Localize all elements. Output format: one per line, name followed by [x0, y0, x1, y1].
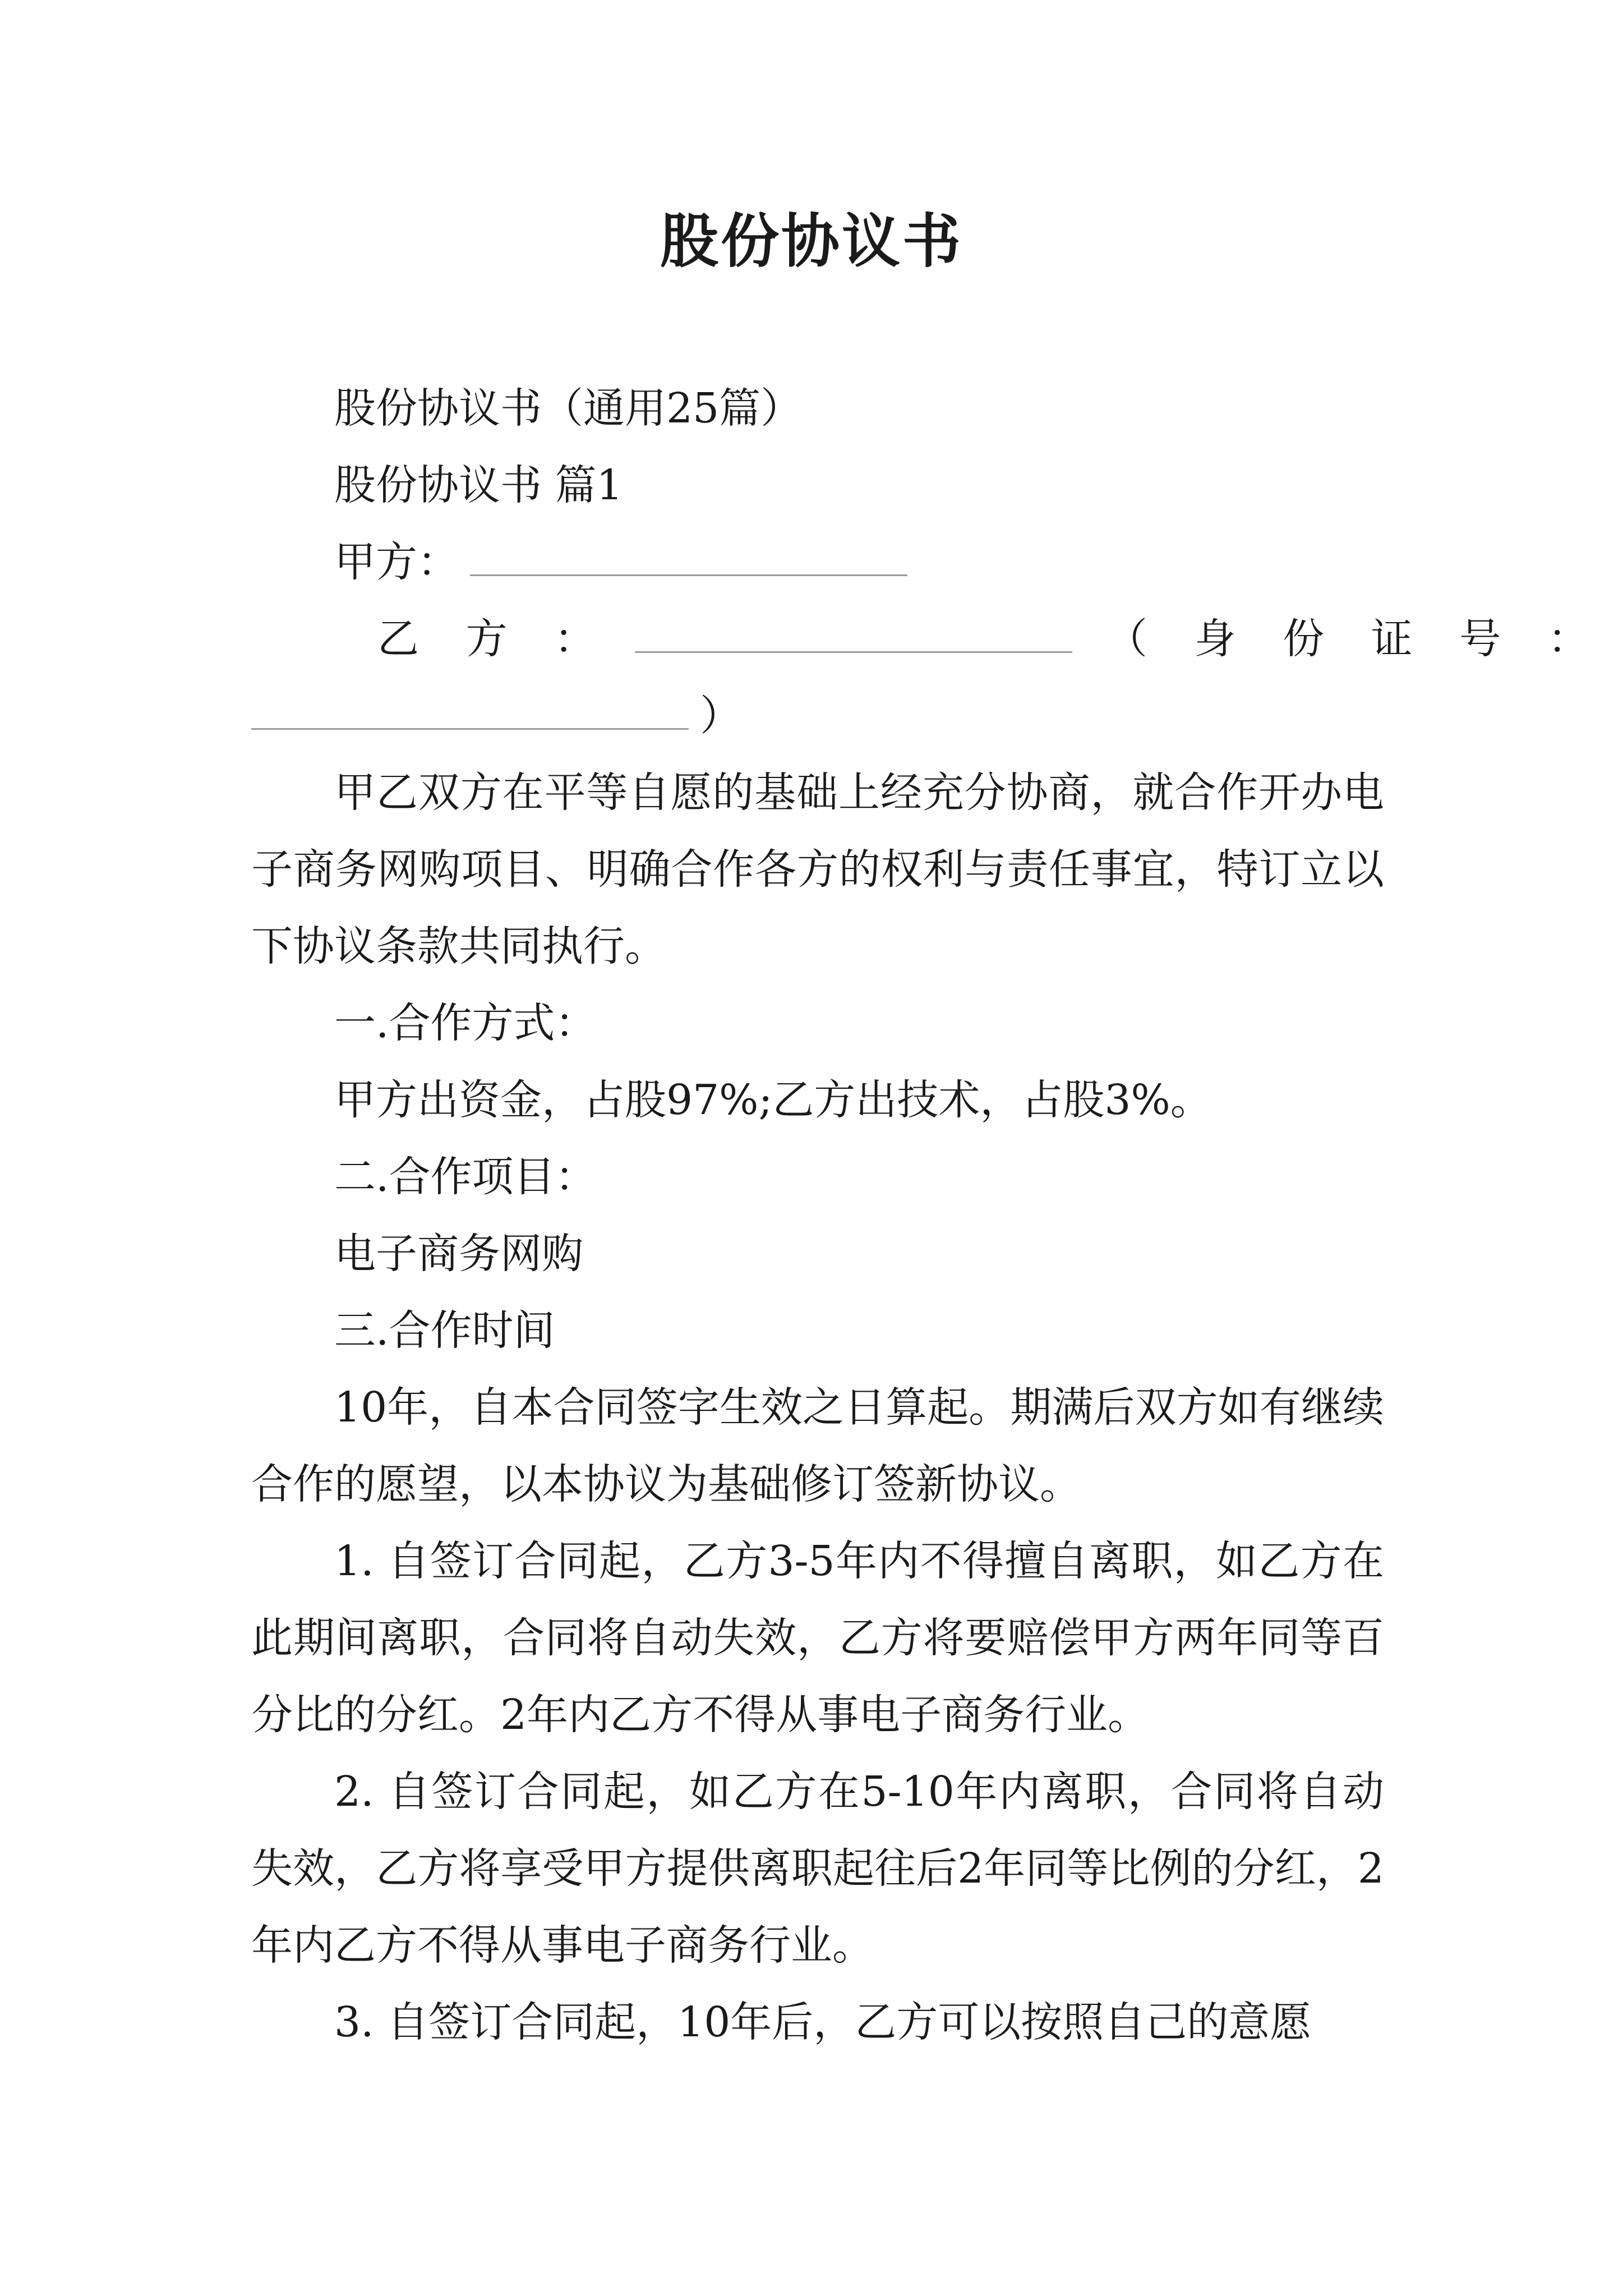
- item-1: 1. 自签订合同起，乙方3-5年内不得擅自离职，如乙方在此期间离职，合同将自动失效，乙方将要赔偿甲方两年同等百分比的分红。2年内乙方不得从事电子商务行业。: [251, 1537, 1384, 1739]
- clause2-heading: 二.合作项目：: [334, 1153, 597, 1201]
- subtitle: 股份协议书（通用25篇）: [334, 384, 803, 432]
- id-number-blank: [251, 694, 689, 730]
- clause1-heading: 一.合作方式：: [334, 999, 597, 1047]
- party-a-label: 甲方：: [334, 538, 459, 586]
- party-b-label: 乙 方 ：: [377, 615, 613, 663]
- party-b-blank: [635, 618, 1072, 653]
- id-label: （ 身 份 证 号 ：: [1106, 615, 1606, 663]
- id-close: ）: [700, 692, 741, 740]
- clause1-body: 甲方出资金，占股97%;乙方出技术，占股3%。: [334, 1076, 1212, 1124]
- party-b-line: [251, 601, 1606, 678]
- id-number-line: [251, 678, 1384, 754]
- document-title: 股份协议书: [660, 206, 963, 275]
- party-a-line: [251, 524, 1384, 601]
- party-a-blank: [470, 541, 907, 576]
- intro-paragraph: 甲乙双方在平等自愿的基础上经充分协商，就合作开办电子商务网购项目、明确合作各方的权利与责任事宜，特订立以下协议条款共同执行。: [251, 769, 1384, 970]
- item-3: 3. 自签订合同起，10年后，乙方可以按照自己的意愿: [334, 1998, 1312, 2046]
- item-2: 2. 自签订合同起，如乙方在5-10年内离职，合同将自动失效，乙方将享受甲方提供离职起往后2年同等比例的分红，2年内乙方不得从事电子商务行业。: [251, 1768, 1384, 1970]
- section-heading: 股份协议书 篇1: [334, 461, 623, 509]
- clause3-heading: 三.合作时间: [334, 1306, 555, 1355]
- document-body: [251, 370, 1606, 2061]
- clause3-body: 10年，自本合同签字生效之日算起。期满后双方如有继续合作的愿望，以本协议为基础修订签新协议。: [251, 1383, 1384, 1508]
- clause2-body: 电子商务网购: [334, 1230, 583, 1278]
